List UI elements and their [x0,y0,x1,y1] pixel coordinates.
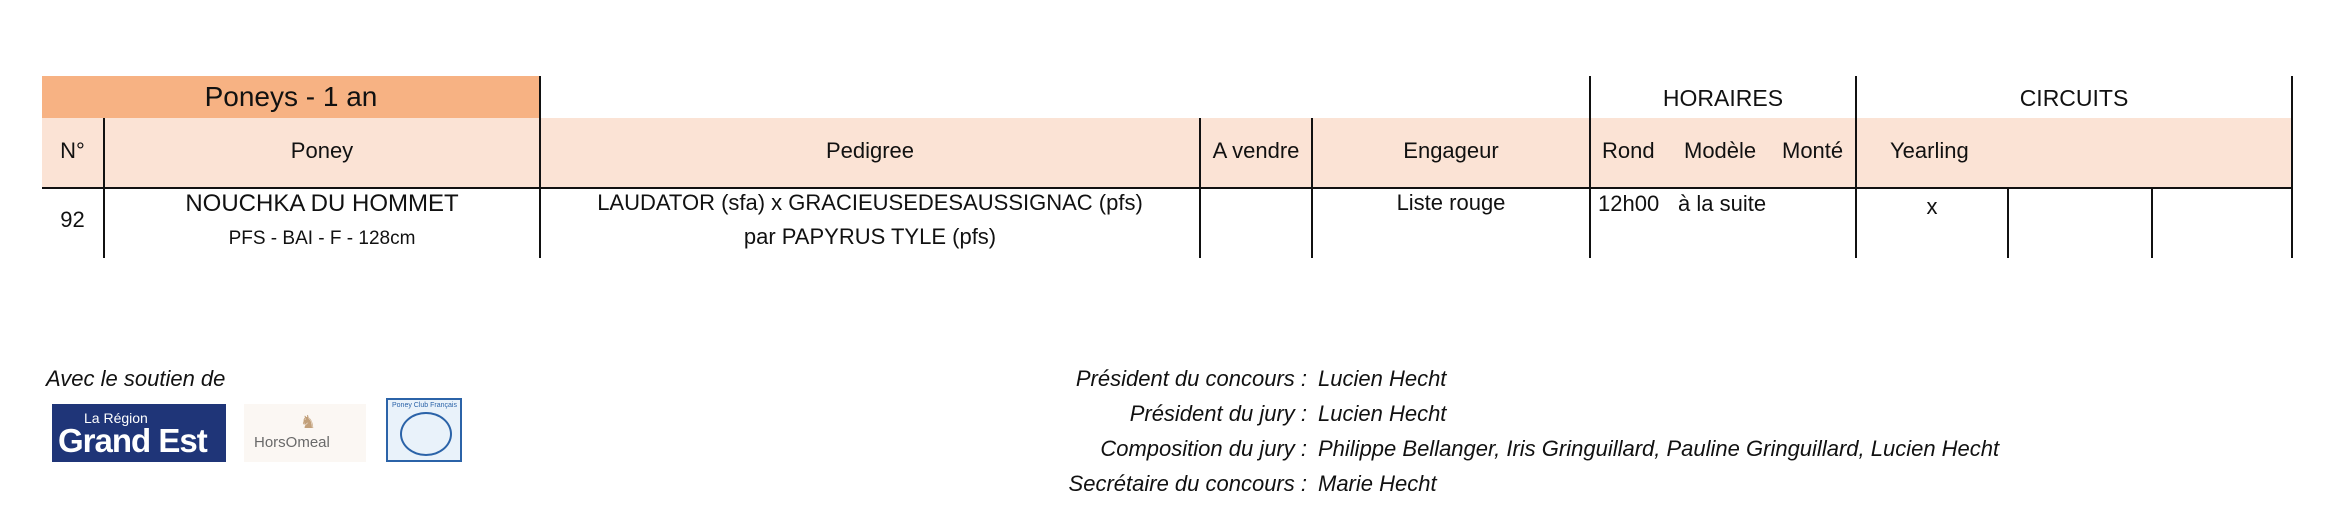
entry-rond: 12h00 [1598,191,1660,216]
col-modele: Modèle [1684,138,1757,163]
grand-est-logo-line1: La Région [84,410,148,426]
jury-label-president-concours: Président du concours : [1075,366,1307,391]
col-rond: Rond [1602,138,1655,163]
jury-value-composition: Philippe Bellanger, Iris Gringuillard, Pauline Gringuillard, Lucien Hecht [1318,436,2000,461]
category-label: Poneys - 1 an [204,81,378,112]
col-poney: Poney [290,138,354,163]
category-title [42,76,540,118]
entry-name: NOUCHKA DU HOMMET [185,190,459,217]
jury-value-president-concours: Lucien Hecht [1318,366,1447,391]
jury-label-secretaire: Secrétaire du concours : [1068,471,1307,496]
entry-yearling: x [1926,194,1938,219]
entry-details: PFS - BAI - F - 128cm [228,228,416,249]
col-num: N° [60,138,85,163]
divider [2151,188,2153,258]
divider [2007,188,2009,258]
col-pedigree: Pedigree [825,138,915,163]
header-bottom-rule [42,187,2293,189]
entry-pedigree-line1: LAUDATOR (sfa) x GRACIEUSEDESAUSSIGNAC (pfs) [597,190,1143,215]
jury-value-president-jury: Lucien Hecht [1318,401,1447,426]
grand-est-logo [52,404,226,462]
entry-engageur: Liste rouge [1396,190,1506,215]
group-circuits: CIRCUITS [2019,85,2129,111]
horsomeal-logo-text: HorsOmeal [254,434,330,451]
horsomeal-logo [244,404,366,462]
jury-value-secretaire: Marie Hecht [1318,471,1437,496]
entry-pedigree-line2: par PAPYRUS TYLE (pfs) [743,224,997,249]
col-yearling: Yearling [1890,138,1969,163]
poney-club-logo [386,398,462,462]
poney-club-logo-text: Poney Club Français [392,402,457,409]
horse-head-icon: ♞ [300,412,317,432]
jury-label-president-jury: Président du jury : [1129,401,1307,426]
grand-est-logo-line2: Grand Est [58,422,207,459]
col-engageur: Engageur [1403,138,1499,163]
entry-modele: à la suite [1678,191,1767,216]
col-a-vendre: A vendre [1212,138,1300,163]
jury-label-composition: Composition du jury : [1100,436,1307,461]
divider [2291,76,2293,258]
group-horaires: HORAIRES [1662,85,1784,111]
pony-heads-icon [400,412,452,456]
entry-num: 92 [60,207,85,232]
support-label: Avec le soutien de [46,366,226,391]
col-monte: Monté [1782,138,1844,163]
